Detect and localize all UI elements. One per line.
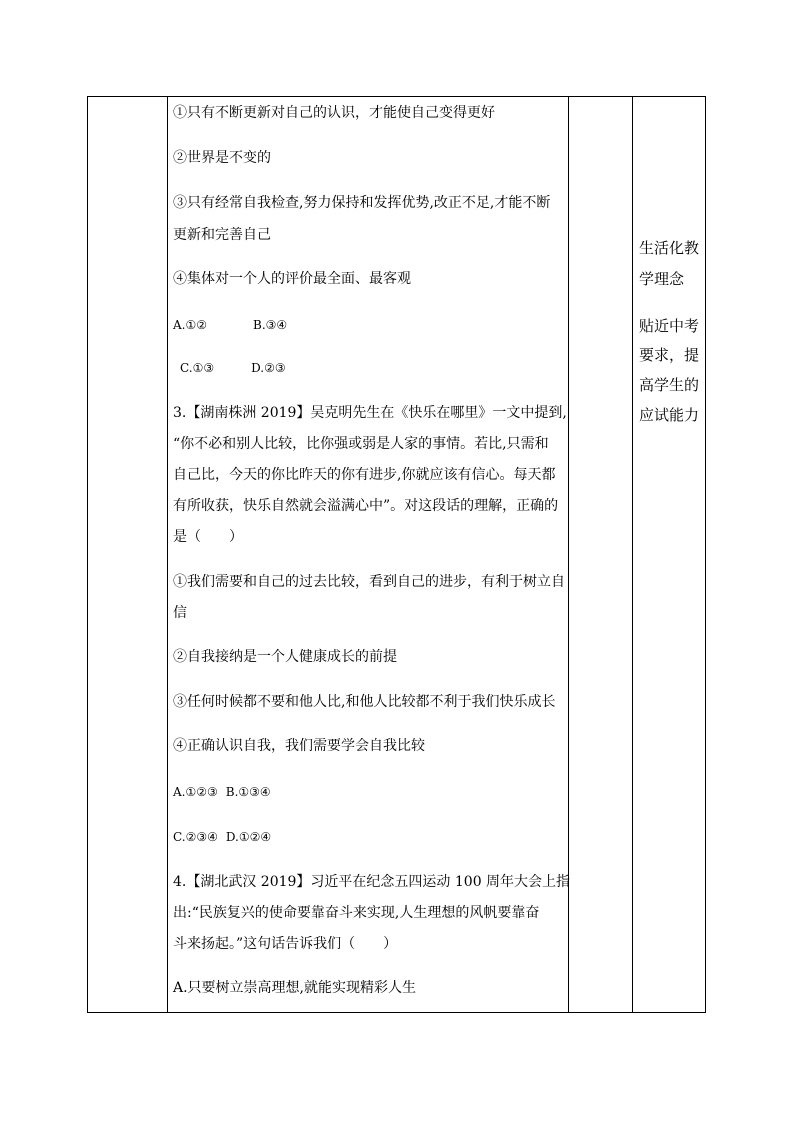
option-d: D.①②④ bbox=[225, 830, 272, 844]
answer-option-row bbox=[173, 316, 287, 334]
option-a: A.①② bbox=[173, 318, 207, 332]
lesson-table bbox=[87, 96, 706, 1013]
statement-line: ③只有经常自我检查,努力保持和发挥优势,改正不足,才能不断 bbox=[173, 195, 551, 211]
answer-option-row bbox=[173, 783, 271, 801]
column-divider bbox=[632, 97, 633, 1012]
exercise-column bbox=[173, 97, 571, 1012]
question-stem: 出:“民族复兴的使命要靠奋斗来实现,人生理想的风帆要靠奋 bbox=[173, 905, 540, 921]
statement-line: ③任何时候都不要和他人比,和他人比较都不利于我们快乐成长 bbox=[173, 694, 556, 710]
statement-line: ②自我接纳是一个人健康成长的前提 bbox=[173, 649, 397, 665]
answer-option-row bbox=[173, 828, 271, 846]
question-stem: “你不必和别人比较，比你强或弱是人家的事情。若比,只需和 bbox=[173, 436, 549, 452]
design-note-line: 高学生的 bbox=[639, 376, 700, 394]
column-divider bbox=[167, 97, 168, 1012]
answer-option: A.只要树立崇高理想,就能实现精彩人生 bbox=[173, 980, 417, 996]
question-stem: 4.【湖北武汉 2019】习近平在纪念五四运动 100 周年大会上指 bbox=[173, 874, 571, 890]
answer-option-row bbox=[180, 359, 286, 377]
option-b: B.③④ bbox=[253, 318, 288, 332]
statement-line: ④集体对一个人的评价最全面、最客观 bbox=[173, 271, 411, 287]
design-note-line: 要求，提 bbox=[639, 346, 700, 364]
design-note-line: 应试能力 bbox=[639, 406, 700, 424]
question-stem: 有所收获，快乐自然就会溢满心中”。对这段话的理解，正确的 bbox=[173, 498, 559, 514]
statement-line: ④正确认识自我，我们需要学会自我比较 bbox=[173, 738, 425, 754]
option-d: D.②③ bbox=[251, 361, 286, 375]
question-stem: 3.【湖南株洲 2019】吴克明先生在《快乐在哪里》一文中提到, bbox=[173, 405, 567, 421]
question-stem: 斗来扬起。”这句话告诉我们（ ） bbox=[173, 936, 398, 952]
statement-line: 信 bbox=[173, 605, 187, 621]
statement-line: ②世界是不变的 bbox=[173, 150, 271, 166]
statement-line: ①我们需要和自己的过去比较，看到自己的进步，有利于树立自 bbox=[173, 574, 565, 590]
option-c: C.②③④ bbox=[173, 830, 218, 844]
option-a: A.①②③ bbox=[173, 785, 218, 799]
statement-line: ①只有不断更新对自己的认识，才能使自己变得更好 bbox=[173, 105, 495, 121]
design-note-line: 生活化教 bbox=[639, 239, 700, 257]
design-notes-column bbox=[639, 97, 705, 1012]
question-stem: 自己比，今天的你比昨天的你有进步,你就应该有信心。每天都 bbox=[173, 467, 556, 483]
option-c: C.①③ bbox=[180, 361, 215, 375]
design-note-line: 贴近中考 bbox=[639, 317, 700, 335]
question-stem: 是（ ） bbox=[173, 529, 243, 545]
statement-line: 更新和完善自己 bbox=[173, 227, 271, 243]
design-note-line: 学理念 bbox=[639, 270, 685, 288]
option-b: B.①③④ bbox=[225, 785, 271, 799]
